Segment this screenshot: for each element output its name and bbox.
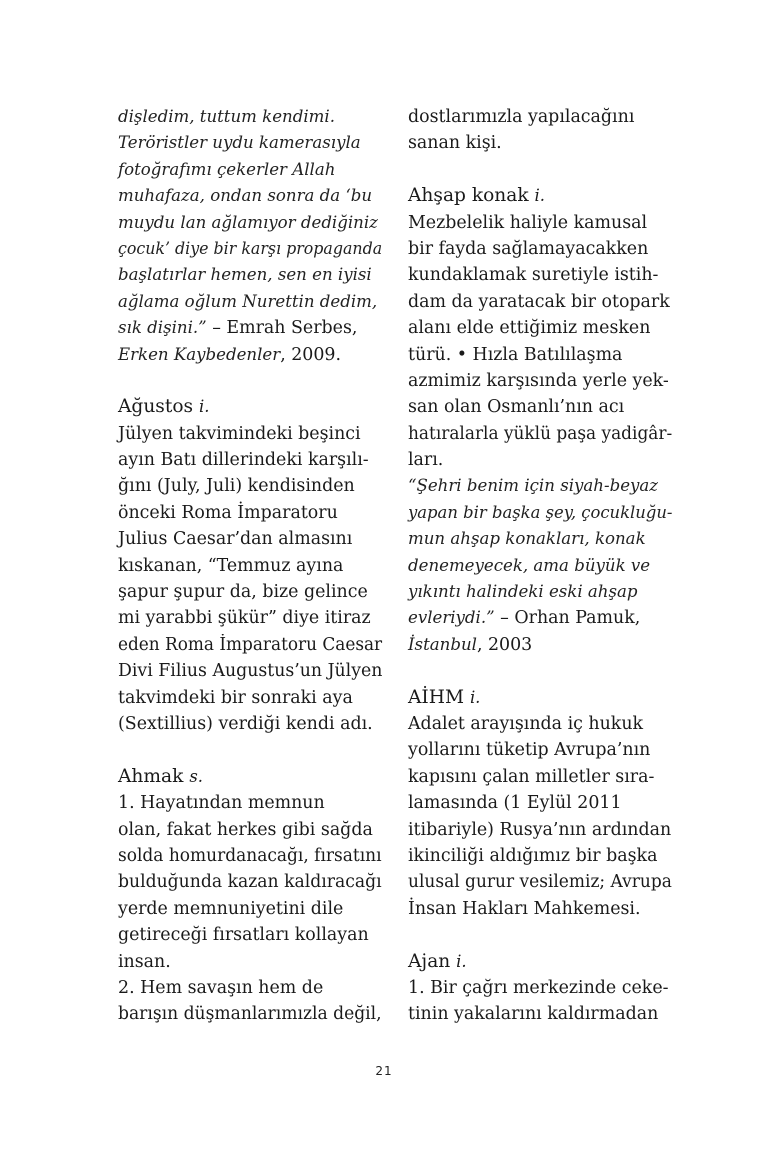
definition-line: türü. • Hızla Batılılaşma xyxy=(408,344,623,365)
definition-line: Adalet arayışında iç hukuk xyxy=(408,713,644,734)
part-of-speech: i. xyxy=(534,186,545,206)
entry-term: AİHM xyxy=(408,686,470,708)
quote-work: İstanbul xyxy=(408,634,477,654)
quote-line: Teröristler uydu kamerasıyla xyxy=(118,133,361,153)
definition-line: dam da yaratacak bir otopark xyxy=(408,291,670,312)
entry-term: Ahşap konak xyxy=(408,185,535,207)
definition-line: olan, fakat herkes gibi sağda xyxy=(118,819,373,840)
definition-line: lamasında (1 Eylül 2011 xyxy=(408,793,622,814)
definition-line: hatıralarla yüklü paşa yadigâr- xyxy=(408,423,673,444)
part-of-speech: i. xyxy=(469,687,481,707)
quote-line: muydu lan ağlamıyor dediğiniz xyxy=(118,212,378,232)
definition-line: barışın düşmanlarımızla değil, xyxy=(118,1004,382,1025)
definition-line: ulusal gurur vesilemiz; Avrupa xyxy=(408,872,672,893)
definition-line: ikinciliği aldığımız bir başka xyxy=(408,845,658,866)
entry-heading-ajan xyxy=(408,949,666,975)
definition-line: yerde memnuniyetini dile xyxy=(118,898,344,919)
quote-line: mun ahşap konakları, konak xyxy=(408,529,646,549)
quote-line: ağlama oğlum Nurettin dedim, xyxy=(118,291,378,311)
quote-attribution-line xyxy=(118,315,376,341)
definition-line: İnsan Hakları Mahkemesi. xyxy=(408,898,641,919)
definition-line: 1. Hayatından memnun xyxy=(118,793,325,814)
definition-line: bulduğunda kazan kaldıracağı xyxy=(118,872,382,893)
definition-line: 1. Bir çağrı merkezinde ceke- xyxy=(408,977,669,998)
entry-heading-aihm xyxy=(408,685,666,711)
entry-gap xyxy=(118,737,376,763)
definition-line: Divi Filius Augustus’un Jülyen xyxy=(118,661,383,682)
definition-line: bir fayda sağlamayacakken xyxy=(408,238,649,259)
definition-line: kundaklamak suretiyle istih- xyxy=(408,265,659,286)
right-column xyxy=(408,104,673,1028)
definition-line: tinin yakalarını kaldırmadan xyxy=(408,1004,659,1025)
part-of-speech: i. xyxy=(198,397,210,417)
definition-line: önceki Roma İmparatoru xyxy=(118,502,338,523)
definition-line: insan. xyxy=(118,951,171,972)
definition-line: mi yarabbi şükür” diye itiraz xyxy=(118,608,371,629)
quote-line: fotoğrafımı çekerler Allah xyxy=(118,159,336,179)
quote-line: denemeyecek, ama büyük ve xyxy=(408,555,651,575)
definition-line: dostlarımızla yapılacağını xyxy=(408,107,635,127)
entry-gap xyxy=(408,922,666,948)
quote-end: sık dişini.” xyxy=(118,318,207,338)
quote-line: dişledim, tuttum kendimi. xyxy=(118,107,335,126)
part-of-speech: i. xyxy=(456,951,467,971)
entry-gap xyxy=(118,368,376,394)
quote-year: , 2003 xyxy=(476,634,533,655)
definition-line: itibariyle) Rusya’nın ardından xyxy=(408,819,672,840)
definition-line: kıskanan, “Temmuz ayına xyxy=(118,555,344,576)
definition-line: kapısını çalan milletler sıra- xyxy=(408,766,655,787)
definition-line: (Sextillius) verdiği kendi adı. xyxy=(118,713,373,734)
page-number: 21 xyxy=(375,1064,393,1078)
entry-term: Ahmak xyxy=(118,765,190,787)
quote-line: “Şehri benim için siyah-beyaz xyxy=(408,476,659,496)
definition-line: 2. Hem savaşın hem de xyxy=(118,977,324,998)
definition-line: san olan Osmanlı’nın acı xyxy=(408,397,625,418)
quote-author: – Emrah Serbes, xyxy=(206,318,358,339)
entry-heading-agustos xyxy=(118,394,376,420)
quote-line: yapan bir başka şey, çocukluğu- xyxy=(408,502,673,522)
part-of-speech: s. xyxy=(189,766,203,786)
quote-attribution-line xyxy=(408,605,666,631)
quote-line: başlatırlar hemen, sen en iyisi xyxy=(118,265,372,285)
definition-line: ğını (July, Juli) kendisinden xyxy=(118,476,355,497)
definition-line: sanan kişi. xyxy=(408,133,502,154)
definition-line: ları. xyxy=(408,450,444,471)
definition-line: alanı elde ettiğimiz mesken xyxy=(408,318,651,339)
quote-line: muhafaza, ondan sonra da ‘bu xyxy=(118,186,373,206)
definition-line: eden Roma İmparatoru Caesar xyxy=(118,634,383,655)
definition-line: takvimdeki bir sonraki aya xyxy=(118,687,353,708)
entry-gap xyxy=(408,658,666,684)
definition-line: şapur şupur da, bize gelince xyxy=(118,582,368,603)
definition-line: getireceği fırsatları kollayan xyxy=(118,925,369,946)
definition-line: azmimiz karşısında yerle yek- xyxy=(408,370,669,391)
quote-source-line xyxy=(408,632,666,658)
entry-heading-ahmak xyxy=(118,764,376,790)
entry-heading-ahsap-konak xyxy=(408,183,666,209)
quote-year: , 2009. xyxy=(280,344,342,365)
definition-line: Mezbelelik haliyle kamusal xyxy=(408,212,648,233)
entry-term: Ajan xyxy=(408,950,457,972)
entry-term: Ağustos xyxy=(118,396,199,418)
left-column xyxy=(118,104,383,1028)
quote-source-line xyxy=(118,342,376,368)
definition-line: Jülyen takvimindeki beşinci xyxy=(118,423,361,444)
quote-author: – Orhan Pamuk, xyxy=(494,608,641,629)
entry-gap xyxy=(408,157,666,183)
quote-work: Erken Kaybedenler xyxy=(118,344,281,364)
quote-end: evleriydi.” xyxy=(408,608,495,628)
quote-line: yıkıntı halindeki eski ahşap xyxy=(408,582,638,602)
definition-line: ayın Batı dillerindeki karşılı- xyxy=(118,450,369,471)
definition-line: solda homurdanacağı, fırsatını xyxy=(118,845,382,866)
definition-line: Julius Caesar’dan almasını xyxy=(118,529,353,550)
quote-line: çocuk’ diye bir karşı propaganda xyxy=(118,238,383,258)
definition-line: yollarını tüketip Avrupa’nın xyxy=(408,740,651,761)
